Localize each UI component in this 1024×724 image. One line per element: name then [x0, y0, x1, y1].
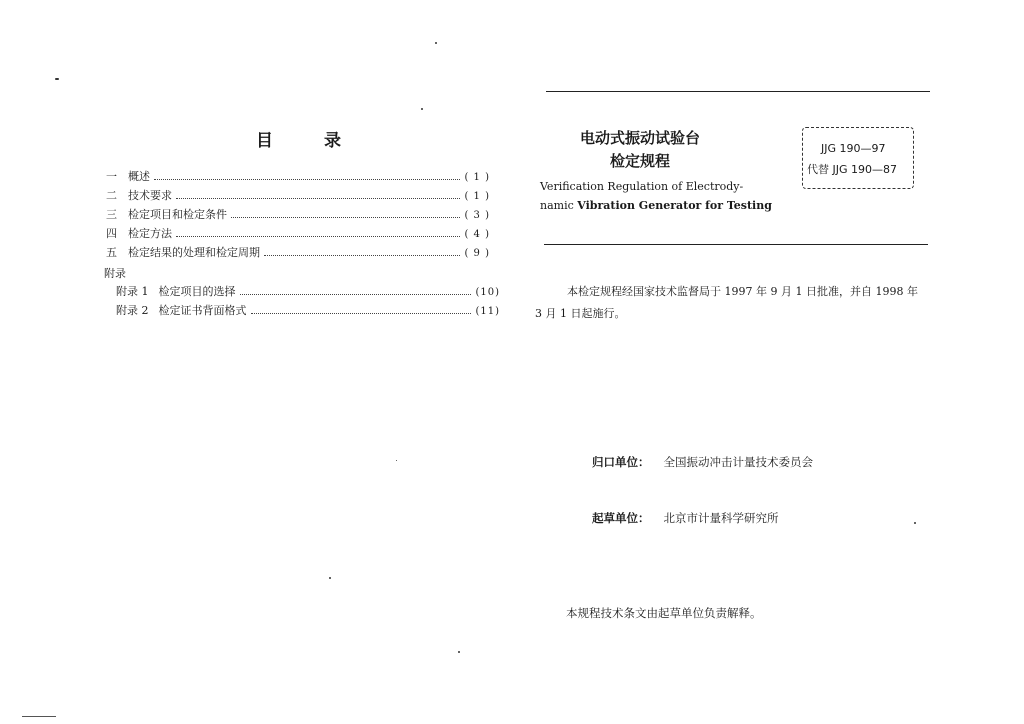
scan-speck — [421, 108, 423, 110]
scan-speck — [396, 460, 397, 461]
toc-appendix-title: 检定证书背面格式 — [158, 304, 247, 317]
toc-entry-number: 二 — [106, 189, 117, 202]
top-rule — [546, 91, 930, 92]
toc-leader-dots — [251, 312, 472, 314]
toc-appendix-page: (10) — [475, 287, 500, 298]
scan-speck — [914, 522, 916, 524]
toc-leader-dots — [176, 197, 460, 199]
toc-entry-page: ( 1 ) — [464, 172, 490, 183]
drafting-unit-row — [592, 510, 779, 526]
toc-leader-dots — [176, 235, 460, 237]
english-title-bold: Vibration Generator for Testing — [577, 199, 772, 212]
toc-entry[interactable] — [106, 225, 490, 243]
toc-entry-title: 检定结果的处理和检定周期 — [128, 246, 260, 259]
toc-title-char-1: 目 — [256, 131, 273, 151]
toc-entry[interactable] — [106, 168, 490, 186]
bottom-rule — [544, 244, 928, 245]
toc-appendix-title: 检定项目的选择 — [158, 285, 236, 298]
scan-speck — [329, 577, 331, 579]
toc-entry-number: 五 — [106, 246, 117, 259]
english-title-prefix: namic — [540, 199, 578, 212]
drafting-unit-label: 起草单位： — [592, 511, 650, 525]
english-title-line-1: Verification Regulation of Electrody- — [540, 180, 744, 193]
responsible-unit-value: 全国振动冲击计量技术委员会 — [663, 455, 813, 469]
toc-entry-page: ( 9 ) — [464, 248, 490, 259]
toc-entry-title: 检定项目和检定条件 — [128, 208, 227, 221]
toc-leader-dots — [264, 254, 460, 256]
standard-title-line-2: 检定规程 — [609, 152, 670, 170]
toc-appendix-entry[interactable] — [116, 283, 500, 301]
toc-appendix-entry[interactable] — [116, 302, 500, 320]
toc-leader-dots — [154, 178, 460, 180]
replaced-standard-code: 代替 JJG 190—87 — [807, 163, 897, 176]
toc-entry[interactable] — [106, 187, 490, 205]
standard-code: JJG 190—97 — [821, 142, 886, 155]
toc-entry-page: ( 4 ) — [464, 229, 490, 240]
toc-leader-dots — [240, 293, 472, 295]
toc-entry-title: 概述 — [128, 170, 150, 183]
responsible-unit-row — [592, 454, 813, 470]
toc-entry-title: 检定方法 — [128, 227, 172, 240]
responsible-unit-label: 归口单位： — [592, 455, 650, 469]
scan-edge-mark — [22, 716, 56, 717]
toc-appendix-page: (11) — [475, 306, 500, 317]
toc-entry-title: 技术要求 — [128, 189, 172, 202]
scan-speck — [435, 42, 437, 44]
approval-statement: 本检定规程经国家技术监督局于 1997 年 9 月 1 日批准，并自 1998 年 3 月 1 日起施行。 — [535, 285, 918, 320]
scan-speck — [458, 651, 460, 653]
toc-entry-page: ( 3 ) — [464, 210, 490, 221]
english-title-line-2 — [540, 199, 772, 212]
toc-appendix-number: 附录 1 — [116, 285, 149, 298]
drafting-unit-value: 北京市计量科学研究所 — [663, 511, 779, 525]
toc-entry-number: 一 — [106, 170, 117, 183]
toc-entry-number: 三 — [106, 208, 117, 221]
interpretation-note: 本规程技术条文由起草单位负责解释。 — [566, 606, 762, 620]
toc-entry[interactable] — [106, 244, 490, 262]
toc-entry[interactable] — [106, 206, 490, 224]
toc-title-char-2: 录 — [324, 131, 341, 151]
standard-title-line-1: 电动式振动试验台 — [579, 129, 700, 147]
standard-code-box — [802, 127, 914, 189]
toc-entry-number: 四 — [106, 227, 117, 240]
toc-leader-dots — [231, 216, 460, 218]
toc-entry-page: ( 1 ) — [464, 191, 490, 202]
scan-speck — [55, 78, 59, 80]
appendix-heading: 附录 — [104, 267, 126, 280]
toc-appendix-number: 附录 2 — [116, 304, 149, 317]
